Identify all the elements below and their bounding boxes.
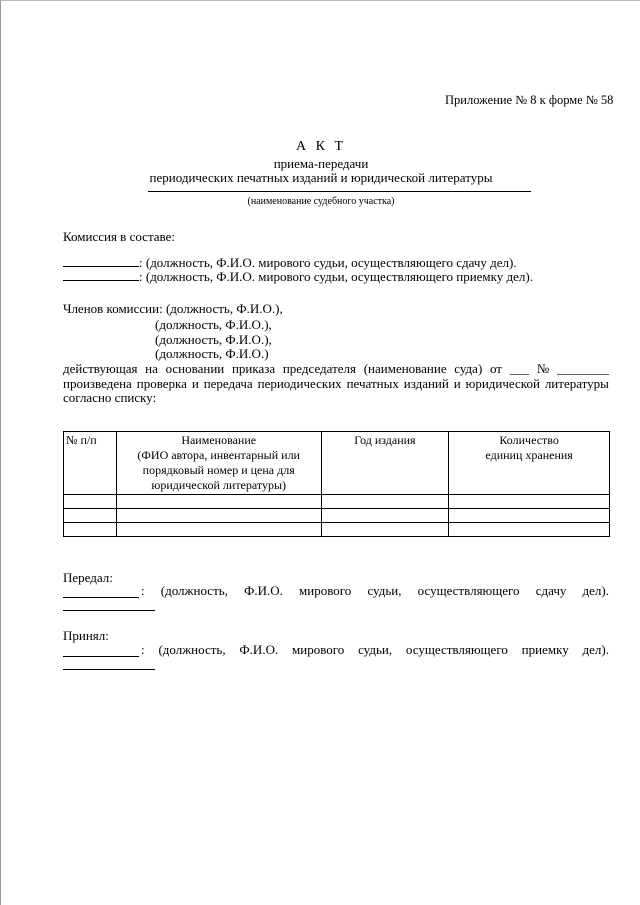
col-title-line: (ФИО автора, инвентарный или bbox=[137, 448, 300, 462]
word: судьи, bbox=[358, 642, 393, 657]
col-quantity-header bbox=[449, 432, 610, 495]
table-row bbox=[64, 509, 610, 523]
col-title-header bbox=[116, 432, 321, 495]
table-row bbox=[64, 495, 610, 509]
handed-role-line bbox=[141, 583, 609, 599]
basis-line-3: согласно списку: bbox=[63, 390, 157, 405]
word: мирового bbox=[299, 583, 352, 598]
commission-label: Комиссия в составе: bbox=[63, 229, 175, 244]
received-label: Принял: bbox=[63, 628, 109, 643]
word: осуществляющего bbox=[417, 583, 520, 598]
date-blank: ___ bbox=[509, 361, 530, 376]
col-quantity-line: Количество bbox=[499, 433, 559, 447]
word: основании bbox=[165, 361, 225, 376]
word: от bbox=[489, 361, 502, 376]
word: председателя bbox=[282, 361, 357, 376]
word: и bbox=[191, 376, 199, 391]
word: периодических bbox=[257, 376, 342, 391]
receive-judge-blank bbox=[63, 269, 139, 281]
word: юридической bbox=[465, 376, 540, 391]
received-role-line bbox=[141, 642, 609, 658]
word: : bbox=[141, 583, 145, 598]
word: дел). bbox=[582, 642, 609, 657]
number-blank: ________ bbox=[556, 361, 609, 376]
col-quantity-line: единиц хранения bbox=[485, 448, 573, 462]
word: проверка bbox=[136, 376, 187, 391]
handed-label: Передал: bbox=[63, 570, 113, 585]
word: литературы bbox=[544, 376, 609, 391]
word: действующая bbox=[63, 361, 138, 376]
member-2: (должность, Ф.И.О.), bbox=[155, 317, 272, 332]
word: (должность, bbox=[160, 583, 228, 598]
col-number-header: № п/п bbox=[64, 432, 117, 495]
word: произведена bbox=[63, 376, 132, 391]
col-title-line: Наименование bbox=[181, 433, 257, 447]
word: суда) bbox=[454, 361, 483, 376]
word: сдачу bbox=[535, 583, 567, 598]
word: (наименование bbox=[363, 361, 447, 376]
col-title-line: юридической литературы) bbox=[151, 478, 287, 492]
word: (должность, bbox=[158, 642, 226, 657]
col-title-line: порядковый номер и цена для bbox=[142, 463, 295, 477]
document-subtitle-2: периодических печатных изданий и юридической литературы bbox=[149, 170, 493, 185]
member-4: (должность, Ф.И.О.) bbox=[155, 346, 269, 361]
basis-line-1 bbox=[63, 361, 609, 377]
received-signature-blank bbox=[63, 656, 139, 657]
handover-judge-blank bbox=[63, 255, 139, 267]
member-3: (должность, Ф.И.О.), bbox=[155, 332, 272, 347]
handed-signature-blank bbox=[63, 597, 139, 598]
table-header-row bbox=[64, 432, 610, 495]
word: осуществляющего bbox=[405, 642, 508, 657]
receive-judge-role: : (должность, Ф.И.О. мирового судьи, осуществляющего приемку дел). bbox=[139, 269, 533, 284]
court-name-blank bbox=[148, 191, 531, 192]
col-year-header: Год издания bbox=[321, 432, 449, 495]
literature-table bbox=[63, 431, 610, 537]
handed-date-blank bbox=[63, 610, 155, 611]
word: Ф.И.О. bbox=[239, 642, 279, 657]
word: печатных bbox=[346, 376, 399, 391]
word: Ф.И.О. bbox=[244, 583, 283, 598]
court-name-caption: (наименование судебного участка) bbox=[247, 196, 395, 207]
word: на bbox=[145, 361, 158, 376]
word: передача bbox=[203, 376, 253, 391]
word: приказа bbox=[231, 361, 276, 376]
appendix-note: Приложение № 8 к форме № 58 bbox=[445, 93, 614, 107]
members-label: Членов комиссии: (должность, Ф.И.О.), bbox=[63, 301, 283, 316]
word: и bbox=[453, 376, 461, 391]
word: : bbox=[141, 642, 145, 657]
word: судьи, bbox=[367, 583, 402, 598]
word: мирового bbox=[292, 642, 345, 657]
word: приемку bbox=[521, 642, 569, 657]
received-date-blank bbox=[63, 669, 155, 670]
word: дел). bbox=[582, 583, 609, 598]
document-title: А К Т bbox=[296, 139, 346, 154]
receive-judge-line bbox=[63, 269, 533, 285]
handover-judge-role: : (должность, Ф.И.О. мирового судьи, осуществляющего сдачу дел). bbox=[139, 255, 517, 270]
word: № bbox=[536, 361, 550, 376]
table-row bbox=[64, 523, 610, 537]
document-subtitle-1: приема-передачи bbox=[273, 156, 369, 171]
word: изданий bbox=[403, 376, 449, 391]
